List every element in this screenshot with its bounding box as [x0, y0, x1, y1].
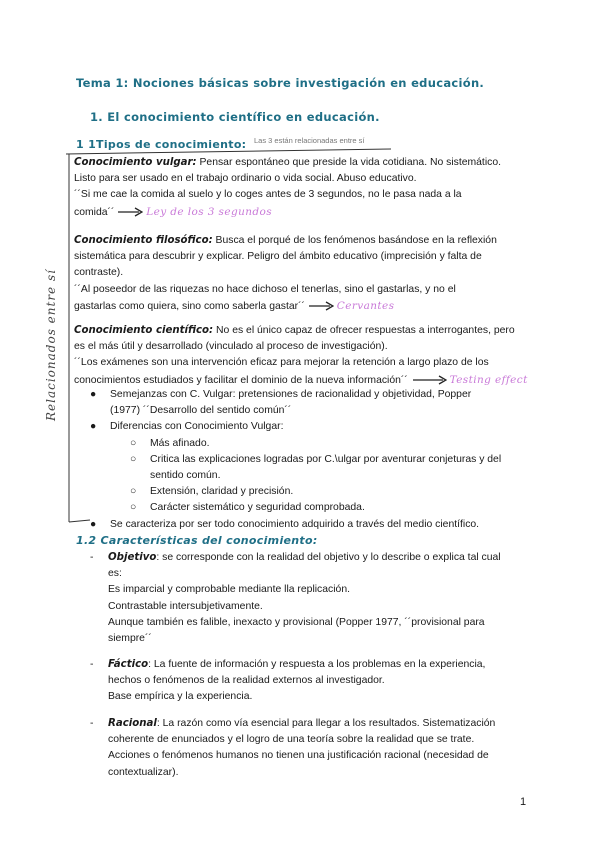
bracket-bottom-line	[69, 520, 90, 522]
text-line: contraste).	[74, 267, 124, 279]
text-line: ´´Los exámenes son una intervención eficaz para mejorar la retención a largo plazo de los	[74, 357, 489, 369]
subsection-heading-characteristics: 1.2 Características del conocimiento:	[76, 534, 318, 547]
dash-icon: -	[90, 718, 94, 729]
arrow-icon	[411, 375, 447, 385]
sub-list-item	[130, 436, 540, 452]
text-line: Acciones o fenómenos humanos no tienen una justificación racional (necesidad de	[108, 750, 489, 762]
text-line: contextualizar).	[108, 766, 179, 778]
faint-note: Las 3 están relacionadas entre sí	[254, 136, 365, 145]
text-line: siempre´´	[108, 633, 152, 645]
circle-bullet-icon: ○	[130, 437, 137, 449]
text-line: conocimientos estudiados y facilitar el dominio de la nueva información´´	[74, 374, 408, 386]
side-note-related: Relacionados entre sí	[44, 269, 58, 421]
dash-icon: -	[90, 659, 94, 670]
block-cientifico	[74, 323, 544, 389]
text-line: Critica las explicaciones logradas por C.\ulgar por aventurar conjeturas y del	[150, 453, 502, 465]
text-line: gastarlas como quiera, sino como saberla gastar´´	[74, 300, 306, 312]
text-line: : La fuente de información y respuesta a los problemas en la experiencia,	[148, 659, 486, 670]
circle-bullet-icon: ○	[130, 486, 137, 498]
label-objetivo: Objetivo	[108, 552, 157, 563]
text-line: Pensar espontáneo que preside la vida cotidiana. No sistemático.	[196, 157, 501, 168]
bullet-icon: ●	[90, 518, 97, 530]
text-line: Diferencias con Conocimiento Vulgar:	[110, 421, 284, 433]
sub-list	[90, 436, 540, 517]
sub-list-item	[130, 484, 540, 500]
text-line: es:	[108, 568, 122, 580]
page-title: Tema 1: Nociones básicas sobre investigación en educación.	[76, 76, 485, 90]
text-line: (1977) ´´Desarrollo del sentido común´´	[110, 405, 292, 417]
circle-bullet-icon: ○	[130, 502, 137, 514]
list-item	[90, 517, 540, 533]
section-heading: 1. El conocimiento científico en educación.	[90, 110, 380, 124]
block-vulgar	[74, 155, 534, 221]
label-racional: Racional	[108, 718, 157, 729]
sub-list-item	[130, 452, 540, 484]
annotation-filosofico: Cervantes	[336, 299, 395, 312]
circle-bullet-icon: ○	[130, 453, 137, 465]
text-line: No es el único capaz de ofrecer respuestas a interrogantes, pero	[213, 325, 515, 336]
bullet-icon: ●	[90, 389, 97, 400]
text-line: ´´Si me cae la comida al suelo y lo coges antes de 3 segundos, no le pasa nada a la	[74, 189, 462, 201]
text-line: Es imparcial y comprobable mediante lla replicación.	[108, 584, 350, 596]
block-objetivo	[90, 550, 540, 647]
annotation-cientifico: Testing effect	[449, 373, 528, 386]
text-line: comida´´	[74, 206, 115, 218]
text-line: Contrastable intersubjetivamente.	[108, 600, 263, 612]
text-line: Aunque también es falible, inexacto y provisional (Popper 1977, ´´provisional para	[108, 616, 485, 628]
list-item	[90, 387, 540, 419]
block-factico	[90, 657, 540, 706]
text-line: coherente de enunciados y el logro de una teoría sobre la realidad que se trate.	[108, 734, 475, 746]
page-number: 1	[520, 796, 527, 808]
bullet-list-cientifico	[90, 387, 540, 533]
subsection-heading-types: 1 1Tipos de conocimiento:	[76, 138, 247, 151]
label-factico: Fáctico	[108, 659, 149, 670]
text-line: Más afinado.	[150, 437, 210, 449]
sub-list-item	[130, 500, 540, 516]
text-line: : se corresponde con la realidad del objetivo y lo describe o explica tal cual	[156, 552, 501, 563]
text-line: Carácter sistemático y seguridad comprobada.	[150, 502, 365, 514]
text-line: : La razón como vía esencial para llegar a los resultados. Sistematización	[156, 718, 496, 729]
block-filosofico	[74, 233, 534, 315]
block-racional	[90, 716, 540, 781]
text-line: sentido común.	[150, 470, 221, 482]
bullet-icon: ●	[90, 421, 97, 433]
bracket-top-line	[66, 149, 391, 154]
text-line: Semejanzas con C. Vulgar: pretensiones de racionalidad y objetividad, Popper	[110, 389, 472, 400]
text-line: Busca el porqué de los fenómenos basándose en la reflexión	[212, 235, 497, 246]
arrow-icon	[117, 207, 143, 217]
text-line: Listo para ser usado en el trabajo ordinario o vida social. Abuso educativo.	[74, 173, 417, 185]
text-line: Extensión, claridad y precisión.	[150, 486, 294, 498]
list-item	[90, 419, 540, 435]
annotation-vulgar: Ley de los 3 segundos	[146, 205, 273, 218]
label-filosofico: Conocimiento filosófico:	[74, 235, 213, 246]
text-line: es el más útil y desarrollado (vinculado al proceso de investigación).	[74, 341, 388, 353]
text-line: Base empírica y la experiencia.	[108, 691, 253, 703]
text-line: sistemática para descubrir y explicar. Peligro del ámbito educativo (imprecisión y falta de	[74, 251, 482, 263]
text-line: Se caracteriza por ser todo conocimiento adquirido a través del medio científico.	[110, 518, 480, 530]
label-vulgar: Conocimiento vulgar:	[74, 157, 197, 168]
arrow-icon	[308, 301, 334, 311]
dash-icon: -	[90, 552, 94, 563]
text-line: ´´Al poseedor de las riquezas no hace dichoso el tenerlas, sino el gastarlas, y no el	[74, 283, 456, 295]
label-cientifico: Conocimiento científico:	[74, 325, 214, 336]
text-line: hechos o fenómenos de la realidad externos al investigador.	[108, 675, 385, 687]
